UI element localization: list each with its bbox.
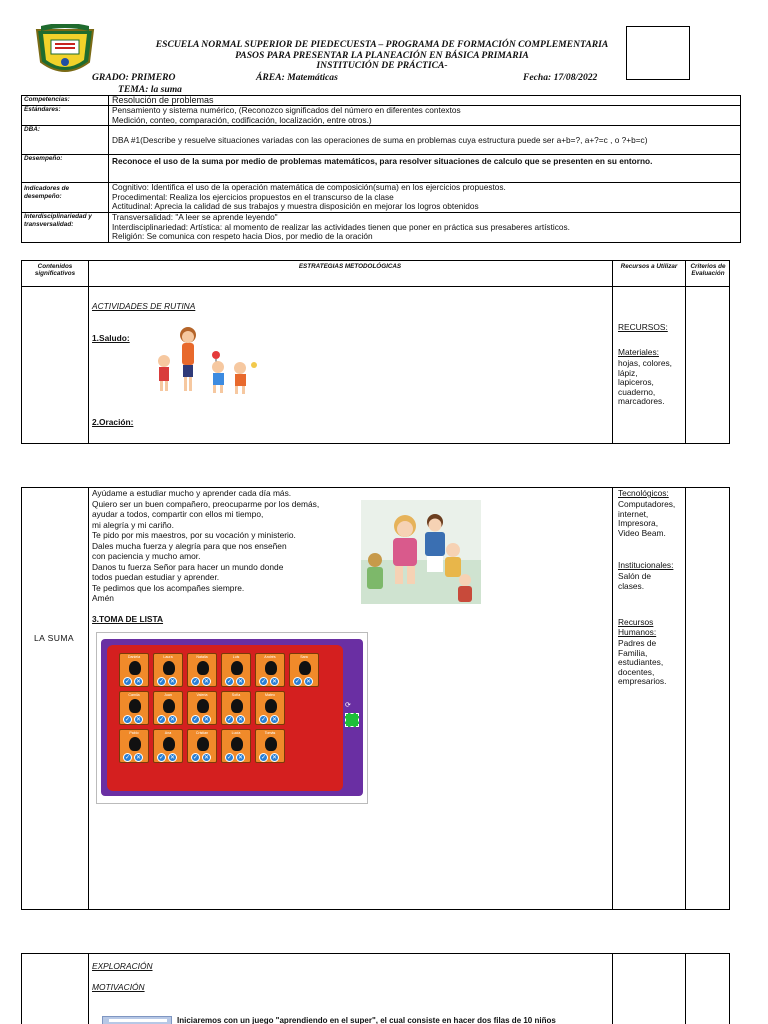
absent-x-icon[interactable]: ✕ <box>237 717 244 723</box>
indicadores-value <box>109 183 741 213</box>
student-silhouette-icon <box>231 699 243 713</box>
indicador-cognitivo: Cognitivo: Identifica el uso de la operación matemática de composición(suma) en los ejercicios propuestos. <box>112 182 506 193</box>
absent-x-icon[interactable]: ✕ <box>203 679 210 685</box>
interdisciplinariedad-line: Interdisciplinariedad: Artística: al momento de realizar las actividades tienen que poner en práctica sus presaberes artísticos. <box>112 221 570 232</box>
present-check-icon[interactable]: ✓ <box>124 717 131 723</box>
tech-resources-title: Tecnológicos: <box>618 488 669 498</box>
absent-x-icon[interactable]: ✕ <box>271 755 278 761</box>
student-name: Luis <box>232 655 240 659</box>
student-name: Laura <box>163 655 173 659</box>
game-description <box>177 1016 556 1024</box>
student-name: Lucía <box>231 731 241 735</box>
absent-x-icon[interactable]: ✕ <box>305 679 312 685</box>
col-contenidos-header: Contenidos significativos <box>34 263 76 277</box>
school-shield-logo <box>33 24 97 80</box>
student-name: Juan <box>164 693 172 697</box>
absent-x-icon[interactable]: ✕ <box>237 679 244 685</box>
praying-children-illustration <box>361 500 481 604</box>
human-item: Familia, <box>618 647 648 658</box>
material-item: lapiceros, <box>618 377 654 388</box>
student-silhouette-icon <box>129 661 141 675</box>
inst-resources-list <box>618 572 651 591</box>
student-silhouette-icon <box>231 737 243 751</box>
absent-x-icon[interactable]: ✕ <box>271 679 278 685</box>
student-card[interactable] <box>255 653 285 687</box>
student-name: Mateo <box>265 693 275 697</box>
prayer-line: Danos tu fuerza Señor para hacer un mundo donde <box>92 561 284 572</box>
student-card[interactable] <box>153 691 183 725</box>
desempeno-value: Reconoce el uso de la suma por medio de problemas matemáticos, para resolver situaciones de calculo que se presenten en su entorno. <box>109 155 741 183</box>
estandares-value <box>109 106 741 126</box>
present-check-icon[interactable]: ✓ <box>158 755 165 761</box>
student-name: Ana <box>164 731 172 735</box>
present-check-icon[interactable]: ✓ <box>192 717 199 723</box>
absent-x-icon[interactable]: ✕ <box>135 679 142 685</box>
prayer-line: Amén <box>92 593 114 603</box>
prayer-line: Ayúdame a estudiar mucho y aprender cada día más. <box>92 488 292 498</box>
prayer-line: Quiero ser un buen compañero, preocuparme por los demás, <box>92 498 320 509</box>
indicador-procedimental: Procedimental: Realiza los ejercicios propuestos en el transcurso de la clase <box>112 191 394 202</box>
transversalidad-line: Transversalidad: "A leer se aprende leyendo" <box>112 212 278 223</box>
topic: TEMA: la suma <box>118 84 182 95</box>
absent-x-icon[interactable]: ✕ <box>169 755 176 761</box>
game-name: aprendiendo en el super <box>279 1016 372 1024</box>
game-rest: ", el cual consiste en hacer dos filas de 10 niños <box>371 1016 556 1024</box>
present-check-icon[interactable]: ✓ <box>192 679 199 685</box>
prayer-line: ayudar a todos, compartir con ellos mi tiempo, <box>92 509 264 519</box>
student-card[interactable] <box>119 729 149 763</box>
material-item: lápiz, <box>618 367 638 378</box>
strategies-table-2 <box>21 487 730 910</box>
student-name: Valeria <box>196 693 208 697</box>
greeting-title: 1.Saludo: <box>92 333 130 343</box>
competencias-value: Resolución de problemas <box>109 96 741 106</box>
student-silhouette-icon <box>129 699 141 713</box>
present-check-icon[interactable]: ✓ <box>192 755 199 761</box>
absent-x-icon[interactable]: ✕ <box>169 717 176 723</box>
student-card[interactable] <box>187 691 217 725</box>
student-name: Sara <box>300 655 308 659</box>
material-item: hojas, colores, <box>618 358 672 368</box>
student-name: Tomás <box>264 731 276 735</box>
present-check-icon[interactable]: ✓ <box>124 679 131 685</box>
prayer-line: Te pido por mis maestros, por su vocación y ministerio. <box>92 530 296 540</box>
student-card[interactable] <box>119 691 149 725</box>
student-name: Camila <box>128 693 140 697</box>
desempeno-label: Desempeño: <box>22 155 109 183</box>
resources-title: RECURSOS: <box>618 322 668 332</box>
student-card[interactable] <box>221 691 251 725</box>
human-item: estudiantes, <box>618 657 664 668</box>
student-card[interactable] <box>221 653 251 687</box>
student-card[interactable] <box>289 653 319 687</box>
greeting-illustration <box>150 323 270 397</box>
human-resources-title <box>618 618 656 637</box>
student-silhouette-icon <box>197 737 209 751</box>
student-silhouette-icon <box>231 661 243 675</box>
estandares-label: Estándares: <box>22 106 109 126</box>
dba-value: DBA #1(Describe y resuelve situaciones variadas con las operaciones de suma en problemas cuya estructura puede ser a+b=?, a+?=c , o ?+b=c) <box>109 126 741 155</box>
tech-resources-list <box>618 500 675 538</box>
indicador-actitudinal: Actitudinal: Aprecia la calidad de sus trabajos y muestra disposición en mejorar los logros obtenidos <box>112 200 479 211</box>
absent-x-icon[interactable]: ✕ <box>203 717 210 723</box>
present-check-icon[interactable]: ✓ <box>226 755 233 761</box>
student-silhouette-icon <box>265 699 277 713</box>
prayer-line: Dales mucha fuerza y alegría para que nos enseñen <box>92 540 287 551</box>
dba-label: DBA: <box>22 126 109 155</box>
strategies-table-3 <box>21 953 730 1024</box>
prayer-text <box>92 488 319 604</box>
human-title-line: Recursos <box>618 617 654 627</box>
tech-item: Computadores, <box>618 499 676 509</box>
prayer-title: 2.Oración: <box>92 417 134 427</box>
material-item: marcadores. <box>618 396 665 407</box>
content-la-suma: LA SUMA <box>34 633 75 643</box>
student-silhouette-icon <box>265 661 277 675</box>
game-intro: Iniciaremos con un juego " <box>177 1016 280 1024</box>
estandares-line: Medición, conteo, comparación, codificación, localización, entre otros.) <box>112 114 372 125</box>
planning-steps-line: PASOS PARA PRESENTAR LA PLANEACIÓN EN BÁSICA PRIMARIA <box>235 50 529 61</box>
grade: GRADO: PRIMERO <box>92 72 176 83</box>
col-recursos-header: Recursos a Utilizar <box>620 263 678 270</box>
student-silhouette-icon <box>265 737 277 751</box>
prayer-line: Te pedimos que los acompañes siempre. <box>92 582 245 593</box>
present-check-icon[interactable]: ✓ <box>294 679 301 685</box>
student-silhouette-icon <box>197 661 209 675</box>
student-card[interactable] <box>255 691 285 725</box>
present-check-icon[interactable]: ✓ <box>260 717 267 723</box>
student-card[interactable] <box>255 729 285 763</box>
student-card[interactable] <box>221 729 251 763</box>
attendance-board-panel <box>107 645 343 791</box>
present-check-icon[interactable]: ✓ <box>158 717 165 723</box>
human-title-line: Humanos: <box>618 626 657 637</box>
absent-x-icon[interactable]: ✕ <box>135 717 142 723</box>
competencias-label: Competencias: <box>22 96 109 106</box>
interdisciplinariedad-value <box>109 213 741 243</box>
practice-institution-line: INSTITUCIÓN DE PRÁCTICA- <box>316 60 448 71</box>
prayer-line: con paciencia y mucho amor. <box>92 551 201 561</box>
attendance-board-frame <box>101 639 363 796</box>
motivation-title: MOTIVACIÓN <box>92 982 145 992</box>
student-card[interactable] <box>153 729 183 763</box>
present-check-icon[interactable]: ✓ <box>226 717 233 723</box>
student-card[interactable] <box>119 653 149 687</box>
human-item: docentes, <box>618 666 655 677</box>
absent-x-icon[interactable]: ✕ <box>169 679 176 685</box>
refresh-icon[interactable]: ⟳ <box>345 702 351 709</box>
planning-info-table <box>21 95 741 243</box>
material-item: cuaderno, <box>618 386 656 397</box>
game-thumbnail <box>102 1016 172 1024</box>
religion-line: Religión: Se comunica con respeto hacia Dios, por medio de la oración <box>112 230 373 241</box>
student-silhouette-icon <box>129 737 141 751</box>
student-card[interactable] <box>187 729 217 763</box>
attendance-board <box>96 632 368 804</box>
student-silhouette-icon <box>163 661 175 675</box>
student-silhouette-icon <box>163 737 175 751</box>
student-silhouette-icon <box>197 699 209 713</box>
strategies-table-1 <box>21 260 730 444</box>
interdisciplinariedad-label: Interdisciplinariedad y transversalidad: <box>22 213 109 243</box>
absent-x-icon[interactable]: ✕ <box>203 755 210 761</box>
absent-x-icon[interactable]: ✕ <box>237 755 244 761</box>
student-name: Pablo <box>129 731 139 735</box>
absent-x-icon[interactable]: ✕ <box>135 755 142 761</box>
present-check-icon[interactable]: ✓ <box>124 755 131 761</box>
present-check-icon[interactable]: ✓ <box>226 679 233 685</box>
student-name: Daniela <box>127 655 141 659</box>
human-item: empresarios. <box>618 676 667 687</box>
human-item: Padres de <box>618 638 657 648</box>
present-check-icon[interactable]: ✓ <box>260 679 267 685</box>
exploration-title: EXPLORACIÓN <box>92 961 153 971</box>
inst-item: clases. <box>618 580 645 591</box>
inst-resources-title: Institucionales: <box>618 560 674 570</box>
green-handle-icon[interactable] <box>345 713 359 727</box>
col-criterios-header: Criterios de Evaluación <box>690 263 726 277</box>
present-check-icon[interactable]: ✓ <box>158 679 165 685</box>
prayer-line: mi alegría y mi cariño. <box>92 519 174 530</box>
inst-item: Salón de <box>618 571 652 581</box>
tech-item: Video Beam. <box>618 527 666 538</box>
present-check-icon[interactable]: ✓ <box>260 755 267 761</box>
school-name-line: ESCUELA NORMAL SUPERIOR DE PIEDECUESTA – PROGRAMA DE FORMACIÓN COMPLEMENTARIA <box>155 39 609 50</box>
absent-x-icon[interactable]: ✕ <box>271 717 278 723</box>
materials-list <box>618 359 672 407</box>
student-name: Sofía <box>231 693 241 697</box>
tech-item: Impresora, <box>618 518 659 529</box>
col-estrategias-header: ESTRATEGIAS METODOLÓGICAS <box>298 263 402 270</box>
prayer-line: todos puedan estudiar y aprender. <box>92 572 220 582</box>
tech-item: internet, <box>618 508 649 519</box>
estandares-line: Pensamiento y sistema numérico, (Reconozco significados del número en diferentes contextos <box>112 105 461 116</box>
attendance-title: 3.TOMA DE LISTA <box>92 614 164 624</box>
student-silhouette-icon <box>163 699 175 713</box>
human-resources-list <box>618 639 666 687</box>
indicadores-label: Indicadores de desempeño: <box>22 183 109 213</box>
routine-activities-title: ACTIVIDADES DE RUTINA <box>92 301 196 311</box>
area: ÁREA: Matemáticas <box>256 72 338 83</box>
student-silhouette-icon <box>299 661 311 675</box>
student-name: Cristian <box>195 731 209 735</box>
date: Fecha: 17/08/2022 <box>523 72 598 83</box>
student-card[interactable] <box>187 653 217 687</box>
materials-title: Materiales: <box>618 347 659 357</box>
student-name: Natalia <box>196 655 208 659</box>
student-name: Andrés <box>264 655 276 659</box>
student-card[interactable] <box>153 653 183 687</box>
